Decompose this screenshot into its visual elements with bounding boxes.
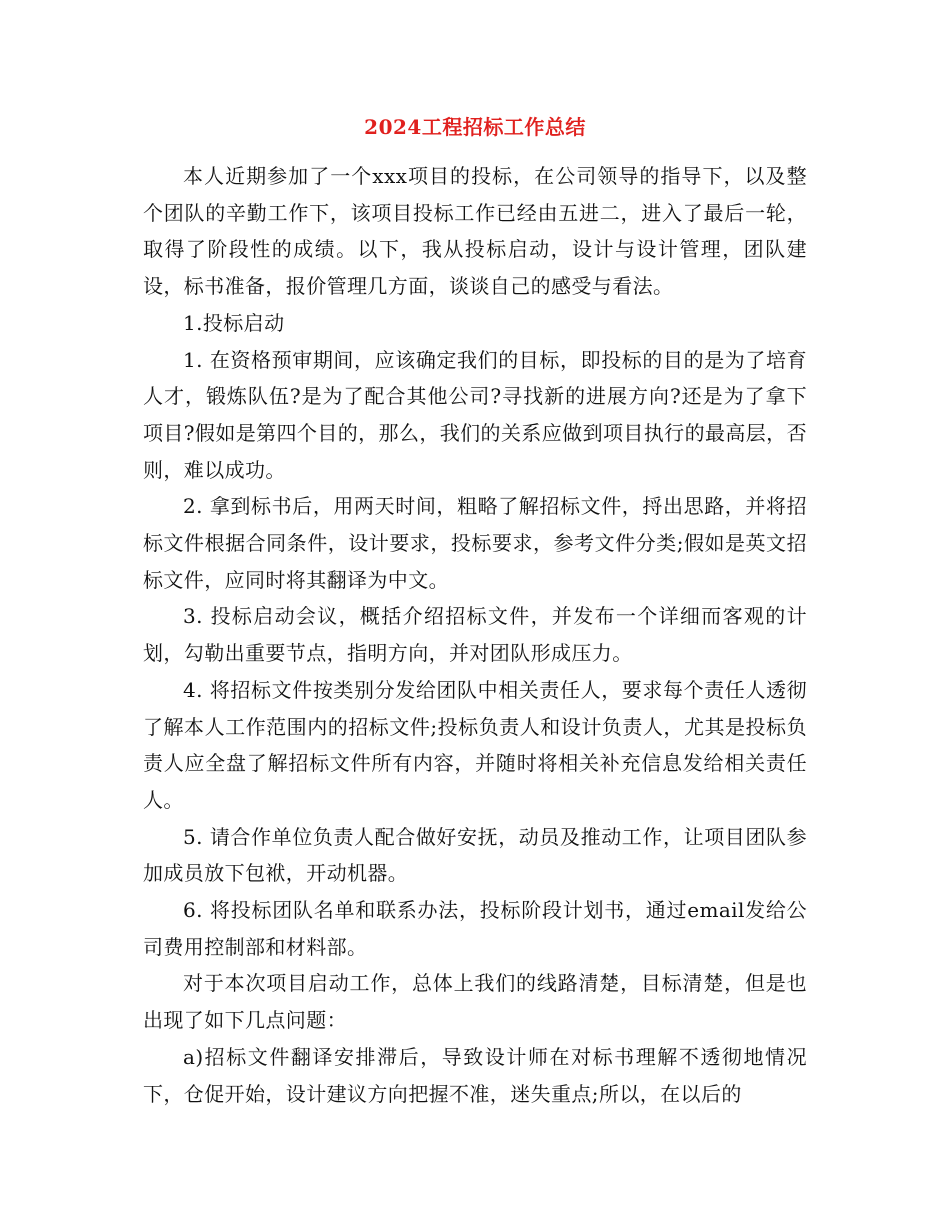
paragraph-issue-a: a)招标文件翻译安排滞后，导致设计师在对标书理解不透彻地情况下，仓促开始，设计建议方向把握不准，迷失重点;所以，在以后的: [143, 1044, 807, 1106]
paragraph-item-5: 5. 请合作单位负责人配合做好安抚，动员及推动工作，让项目团队参加成员放下包袱，开动机器。: [143, 824, 807, 886]
paragraph-item-2: 2. 拿到标书后，用两天时间，粗略了解招标文件，捋出思路，并将招标文件根据合同条件，设计要求，投标要求，参考文件分类;假如是英文招标文件，应同时将其翻译为中文。: [143, 494, 807, 592]
paragraph-summary: 对于本次项目启动工作，总体上我们的线路清楚，目标清楚，但是也出现了如下几点问题：: [143, 971, 807, 1033]
paragraph-item-3: 3. 投标启动会议，概括介绍招标文件，并发布一个详细而客观的计划，勾勒出重要节点，指明方向，并对团队形成压力。: [143, 604, 807, 666]
document-body: [143, 158, 807, 1112]
paragraph-item-6: 6. 将投标团队名单和联系办法，投标阶段计划书，通过email发给公司费用控制部和材料部。: [143, 898, 807, 959]
paragraph-item-1: 1. 在资格预审期间，应该确定我们的目标，即投标的目的是为了培育人才，锻炼队伍?是为了配合其他公司?寻找新的进展方向?还是为了拿下项目?假如是第四个目的，那么，我们的关系应做到项目执行的最高层，否则，难以成功。: [143, 347, 807, 482]
paragraph-item-4: 4. 将招标文件按类别分发给团队中相关责任人，要求每个责任人透彻了解本人工作范围内的招标文件;投标负责人和设计负责人，尤其是投标负责人应全盘了解招标文件所有内容，并随时将相关补充信息发给相关责任人。: [143, 677, 807, 812]
section-heading-bid-launch: 1.投标启动: [183, 310, 285, 335]
paragraph-intro: 本人近期参加了一个xxx项目的投标，在公司领导的指导下，以及整个团队的辛勤工作下，该项目投标工作已经由五进二，进入了最后一轮，取得了阶段性的成绩。以下，我从投标启动，设计与设计管理，团队建设，标书准备，报价管理几方面，谈谈自己的感受与看法。: [143, 164, 807, 299]
document-title: 2024工程招标工作总结: [364, 115, 586, 139]
